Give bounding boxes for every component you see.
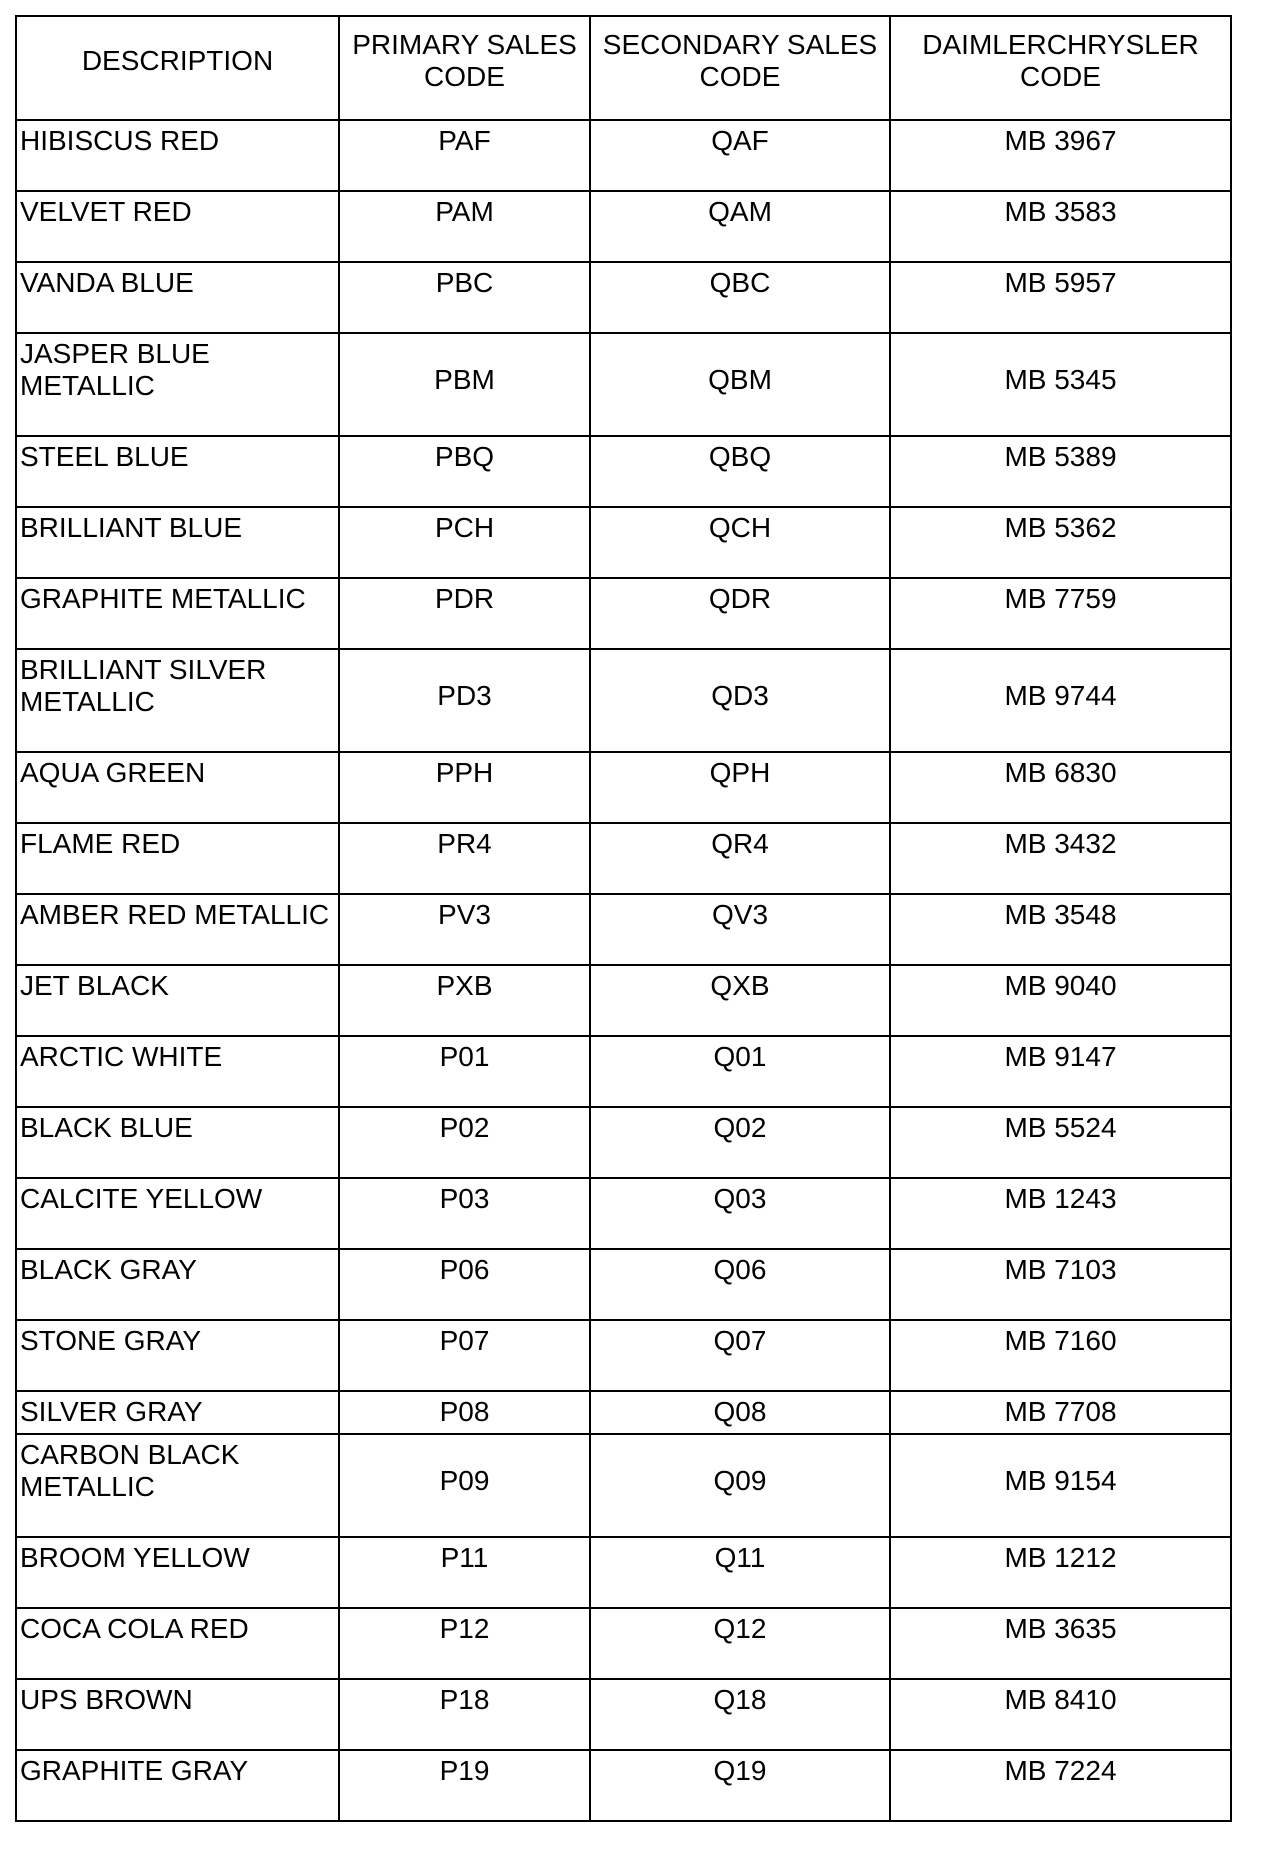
primary-code-cell: PAF [339, 120, 590, 191]
secondary-code-cell: QD3 [590, 649, 890, 752]
secondary-code-cell: QR4 [590, 823, 890, 894]
secondary-code-cell: Q03 [590, 1178, 890, 1249]
table-row [16, 436, 1231, 507]
header-row [16, 16, 1231, 120]
daimlerchrysler-code-cell: MB 3548 [890, 894, 1231, 965]
table-row [16, 1608, 1231, 1679]
table-row [16, 120, 1231, 191]
table-row [16, 1679, 1231, 1750]
description-cell: CALCITE YELLOW [16, 1178, 339, 1249]
daimlerchrysler-code-cell: MB 3432 [890, 823, 1231, 894]
primary-code-cell: PBM [339, 333, 590, 436]
table-row [16, 894, 1231, 965]
primary-code-cell: P12 [339, 1608, 590, 1679]
secondary-code-cell: QCH [590, 507, 890, 578]
description-cell: GRAPHITE METALLIC [16, 578, 339, 649]
primary-code-cell: P08 [339, 1391, 590, 1434]
primary-code-cell: P01 [339, 1036, 590, 1107]
table-row [16, 1036, 1231, 1107]
table-row [16, 1107, 1231, 1178]
table-body [16, 120, 1231, 1821]
daimlerchrysler-code-cell: MB 7708 [890, 1391, 1231, 1434]
daimlerchrysler-code-cell: MB 1212 [890, 1537, 1231, 1608]
table-row [16, 965, 1231, 1036]
secondary-code-cell: QXB [590, 965, 890, 1036]
description-cell: ARCTIC WHITE [16, 1036, 339, 1107]
secondary-code-cell: QBC [590, 262, 890, 333]
table-row [16, 578, 1231, 649]
secondary-code-cell: QV3 [590, 894, 890, 965]
primary-code-cell: P09 [339, 1434, 590, 1537]
primary-code-cell: P11 [339, 1537, 590, 1608]
primary-code-cell: PDR [339, 578, 590, 649]
table-row [16, 1178, 1231, 1249]
daimlerchrysler-code-cell: MB 7759 [890, 578, 1231, 649]
table-row [16, 752, 1231, 823]
table-row [16, 1391, 1231, 1434]
description-cell: JASPER BLUE METALLIC [16, 333, 339, 436]
primary-code-cell: PXB [339, 965, 590, 1036]
daimlerchrysler-code-cell: MB 1243 [890, 1178, 1231, 1249]
header-daimlerchrysler-code: DAIMLERCHRYSLER CODE [890, 16, 1231, 120]
primary-code-cell: PR4 [339, 823, 590, 894]
primary-code-cell: PCH [339, 507, 590, 578]
table-row [16, 1750, 1231, 1821]
description-cell: BLACK GRAY [16, 1249, 339, 1320]
description-cell: COCA COLA RED [16, 1608, 339, 1679]
header-primary-sales-code: PRIMARY SALES CODE [339, 16, 590, 120]
description-cell: GRAPHITE GRAY [16, 1750, 339, 1821]
daimlerchrysler-code-cell: MB 9147 [890, 1036, 1231, 1107]
description-cell: BRILLIANT BLUE [16, 507, 339, 578]
description-cell: UPS BROWN [16, 1679, 339, 1750]
description-cell: STEEL BLUE [16, 436, 339, 507]
table-row [16, 1434, 1231, 1537]
description-cell: VANDA BLUE [16, 262, 339, 333]
daimlerchrysler-code-cell: MB 9154 [890, 1434, 1231, 1537]
secondary-code-cell: Q19 [590, 1750, 890, 1821]
description-cell: AMBER RED METALLIC [16, 894, 339, 965]
primary-code-cell: P07 [339, 1320, 590, 1391]
primary-code-cell: PBQ [339, 436, 590, 507]
description-cell: AQUA GREEN [16, 752, 339, 823]
secondary-code-cell: QAF [590, 120, 890, 191]
secondary-code-cell: Q07 [590, 1320, 890, 1391]
daimlerchrysler-code-cell: MB 5957 [890, 262, 1231, 333]
description-cell: BROOM YELLOW [16, 1537, 339, 1608]
table-row [16, 262, 1231, 333]
daimlerchrysler-code-cell: MB 9744 [890, 649, 1231, 752]
table-row [16, 191, 1231, 262]
table-row [16, 1249, 1231, 1320]
daimlerchrysler-code-cell: MB 3635 [890, 1608, 1231, 1679]
daimlerchrysler-code-cell: MB 5389 [890, 436, 1231, 507]
daimlerchrysler-code-cell: MB 8410 [890, 1679, 1231, 1750]
table-row [16, 333, 1231, 436]
daimlerchrysler-code-cell: MB 9040 [890, 965, 1231, 1036]
table-header [16, 16, 1231, 120]
daimlerchrysler-code-cell: MB 3583 [890, 191, 1231, 262]
primary-code-cell: PAM [339, 191, 590, 262]
table-row [16, 507, 1231, 578]
daimlerchrysler-code-cell: MB 7224 [890, 1750, 1231, 1821]
secondary-code-cell: Q08 [590, 1391, 890, 1434]
description-cell: SILVER GRAY [16, 1391, 339, 1434]
description-cell: JET BLACK [16, 965, 339, 1036]
secondary-code-cell: QBQ [590, 436, 890, 507]
secondary-code-cell: Q09 [590, 1434, 890, 1537]
primary-code-cell: PBC [339, 262, 590, 333]
table-row [16, 1320, 1231, 1391]
primary-code-cell: P06 [339, 1249, 590, 1320]
daimlerchrysler-code-cell: MB 5345 [890, 333, 1231, 436]
primary-code-cell: PV3 [339, 894, 590, 965]
daimlerchrysler-code-cell: MB 5524 [890, 1107, 1231, 1178]
header-secondary-sales-code: SECONDARY SALES CODE [590, 16, 890, 120]
table-row [16, 823, 1231, 894]
secondary-code-cell: Q12 [590, 1608, 890, 1679]
daimlerchrysler-code-cell: MB 3967 [890, 120, 1231, 191]
description-cell: CARBON BLACK METALLIC [16, 1434, 339, 1537]
primary-code-cell: P18 [339, 1679, 590, 1750]
description-cell: HIBISCUS RED [16, 120, 339, 191]
secondary-code-cell: QBM [590, 333, 890, 436]
description-cell: BLACK BLUE [16, 1107, 339, 1178]
secondary-code-cell: QDR [590, 578, 890, 649]
description-cell: STONE GRAY [16, 1320, 339, 1391]
primary-code-cell: P03 [339, 1178, 590, 1249]
table-row [16, 1537, 1231, 1608]
secondary-code-cell: Q11 [590, 1537, 890, 1608]
description-cell: VELVET RED [16, 191, 339, 262]
secondary-code-cell: Q18 [590, 1679, 890, 1750]
daimlerchrysler-code-cell: MB 7160 [890, 1320, 1231, 1391]
daimlerchrysler-code-cell: MB 5362 [890, 507, 1231, 578]
secondary-code-cell: Q02 [590, 1107, 890, 1178]
primary-code-cell: PD3 [339, 649, 590, 752]
header-description: DESCRIPTION [16, 16, 339, 120]
secondary-code-cell: Q01 [590, 1036, 890, 1107]
primary-code-cell: P19 [339, 1750, 590, 1821]
secondary-code-cell: QPH [590, 752, 890, 823]
daimlerchrysler-code-cell: MB 7103 [890, 1249, 1231, 1320]
daimlerchrysler-code-cell: MB 6830 [890, 752, 1231, 823]
secondary-code-cell: Q06 [590, 1249, 890, 1320]
description-cell: BRILLIANT SILVER METALLIC [16, 649, 339, 752]
primary-code-cell: P02 [339, 1107, 590, 1178]
description-cell: FLAME RED [16, 823, 339, 894]
table-row [16, 649, 1231, 752]
paint-code-table [15, 15, 1232, 1822]
primary-code-cell: PPH [339, 752, 590, 823]
secondary-code-cell: QAM [590, 191, 890, 262]
